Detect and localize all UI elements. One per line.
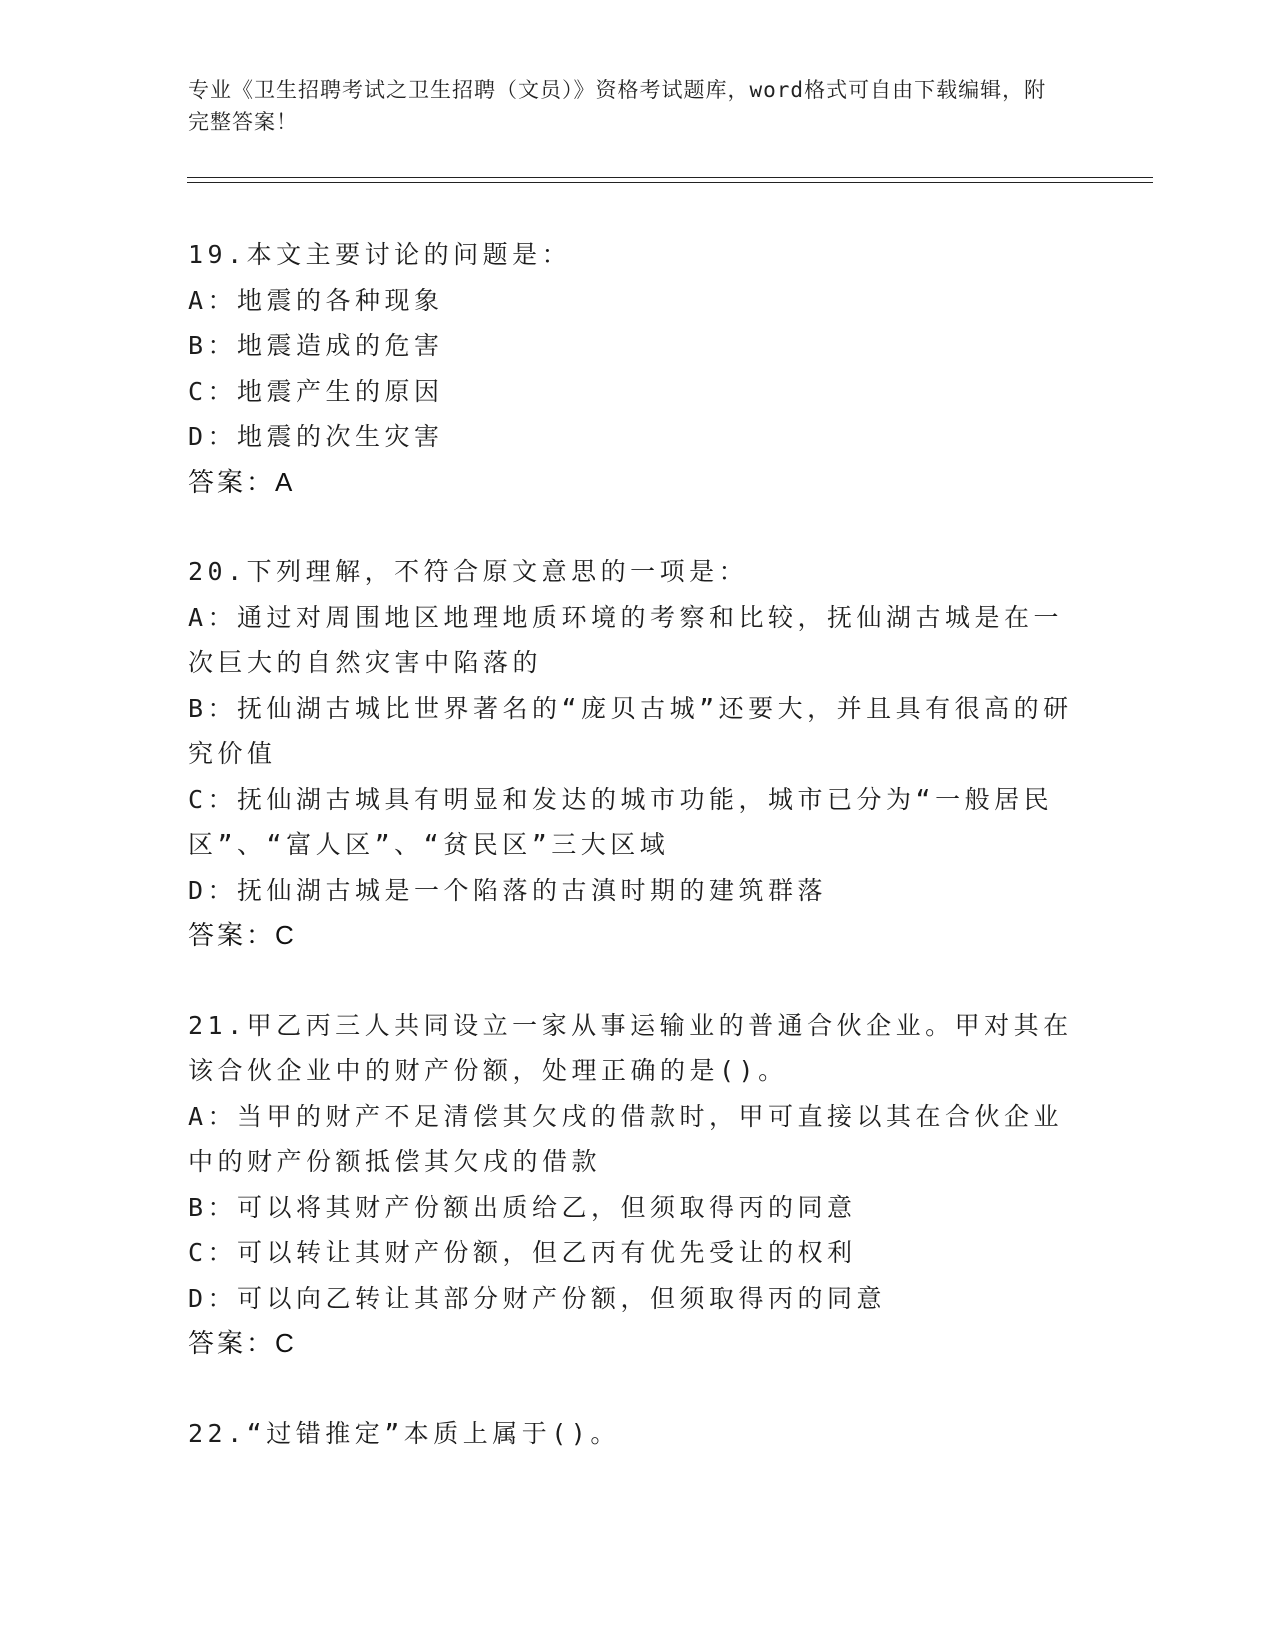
option-b: B：抚仙湖古城比世界著名的“庞贝古城”还要大，并且具有很高的研究价值 (188, 693, 1073, 768)
option-a: A：地震的各种现象 (188, 285, 444, 315)
option-d: D：可以向乙转让其部分财产份额，但须取得丙的同意 (188, 1283, 887, 1313)
question-19 (188, 232, 1088, 505)
question-list (188, 232, 1088, 1500)
header-divider-top (187, 177, 1153, 178)
question-stem: 22.“过错推定”本质上属于()。 (188, 1418, 620, 1448)
option-d: D：地震的次生灾害 (188, 422, 444, 451)
option-b: B：地震造成的危害 (188, 331, 444, 360)
option-a: A：通过对周围地区地理地质环境的考察和比较，抚仙湖古城是在一次巨大的自然灾害中陷落的 (188, 602, 1064, 677)
document-header: 专业《卫生招聘考试之卫生招聘（文员）》资格考试题库，word格式可自由下载编辑，附完整答案！ (188, 78, 1047, 134)
question-22 (188, 1411, 1088, 1457)
option-b: B：可以将其财产份额出质给乙，但须取得丙的同意 (188, 1192, 857, 1222)
question-stem: 21.甲乙丙三人共同设立一家从事运输业的普通合伙企业。甲对其在该合伙企业中的财产份额，处理正确的是()。 (188, 1010, 1073, 1085)
answer-label: 答案：A (188, 466, 296, 497)
option-c: C：可以转让其财产份额，但乙丙有优先受让的权利 (188, 1238, 857, 1267)
option-d: D：抚仙湖古城是一个陷落的古滇时期的建筑群落 (188, 875, 828, 905)
answer-label: 答案：C (188, 1328, 297, 1358)
question-stem: 19.本文主要讨论的问题是： (188, 240, 572, 269)
question-21 (188, 1003, 1088, 1367)
option-c: C：地震产生的原因 (188, 376, 444, 406)
option-a: A：当甲的财产不足清偿其欠戌的借款时，甲可直接以其在合伙企业中的财产份额抵偿其欠戌的借款 (188, 1101, 1064, 1176)
question-stem: 20.下列理解，不符合原文意思的一项是： (188, 557, 749, 586)
answer-label: 答案：C (188, 920, 297, 950)
option-c: C：抚仙湖古城具有明显和发达的城市功能，城市已分为“一般居民区”、“富人区”、“贫民区”三大区域 (188, 784, 1054, 859)
question-20 (188, 549, 1088, 959)
header-divider-bottom (187, 182, 1153, 183)
